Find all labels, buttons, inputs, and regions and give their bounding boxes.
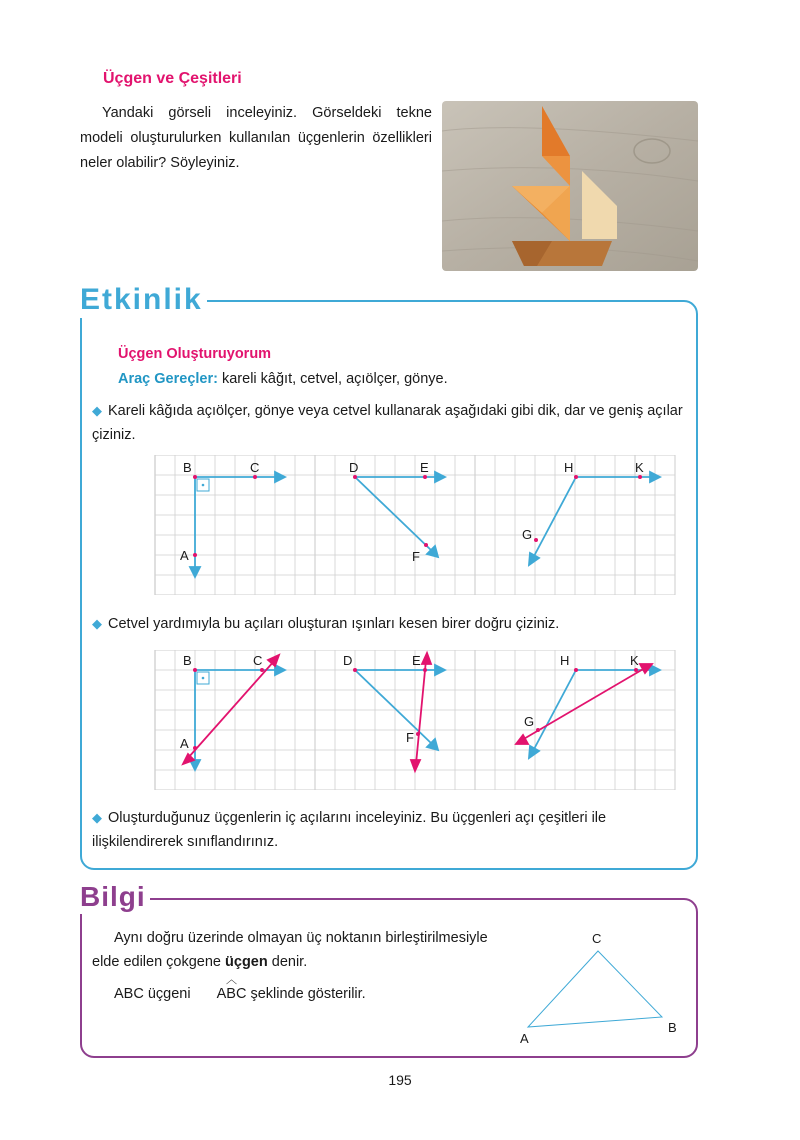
tools-line bbox=[118, 371, 448, 387]
diamond-bullet-icon: ◆ bbox=[92, 403, 102, 418]
notation-abc: ABC bbox=[216, 986, 247, 1002]
arrow-head bbox=[275, 472, 285, 482]
notation-text: ABC üçgeni bbox=[114, 986, 195, 1002]
point-label: E bbox=[420, 460, 429, 475]
bullet-3-text: Oluşturduğunuz üçgenlerin iç açılarını inceleyiniz. Bu üçgenleri açı çeşitleri ile ilişkilendirerek sınıflandırınız. bbox=[92, 810, 607, 850]
point-label: D bbox=[349, 460, 359, 475]
vertex-label: A bbox=[520, 1031, 529, 1046]
definition-end: denir. bbox=[267, 954, 308, 970]
section-title: Üçgen ve Çeşitleri bbox=[103, 70, 242, 87]
point-label: G bbox=[522, 527, 533, 542]
bullet-1-text: Kareli kâğıda açıölçer, gönye veya cetvel kullanarak aşağıdaki gibi dik, dar ve geniş açılar çiziniz. bbox=[92, 403, 683, 443]
point-label: C bbox=[250, 460, 260, 475]
bullet-2 bbox=[92, 612, 692, 636]
bullet-3 bbox=[92, 806, 692, 854]
vertex-label: C bbox=[592, 931, 602, 946]
tools-label: Araç Gereçler: bbox=[118, 371, 218, 387]
intersecting-line-2 bbox=[416, 660, 426, 764]
point-label: G bbox=[524, 714, 535, 729]
intro-paragraph: Yandaki görseli inceleyiniz. Görseldeki tekne modeli oluşturulurken kullanılan üçgenlerin özellikleri neler olabilir? Söyleyiniz. bbox=[80, 105, 432, 171]
page-number: 195 bbox=[388, 1072, 412, 1088]
arrow-head bbox=[435, 472, 445, 482]
point-label: B bbox=[183, 460, 192, 475]
point-label: E bbox=[412, 653, 421, 668]
ray-df bbox=[355, 477, 432, 551]
diamond-bullet-icon: ◆ bbox=[92, 810, 102, 825]
intersecting-line-3 bbox=[522, 668, 645, 740]
point-label: D bbox=[343, 653, 353, 668]
info-definition bbox=[92, 926, 512, 974]
info-notation bbox=[92, 974, 512, 1006]
diamond-bullet-icon: ◆ bbox=[92, 616, 102, 631]
intersecting-line-1 bbox=[188, 660, 275, 758]
activity-subtitle: Üçgen Oluşturuyorum bbox=[118, 346, 272, 362]
point-label: H bbox=[564, 460, 574, 475]
point-label: F bbox=[406, 730, 414, 745]
ray-hg bbox=[533, 477, 576, 558]
tangram-boat-image bbox=[442, 101, 698, 271]
point-label: A bbox=[180, 736, 189, 751]
triangle-abc-figure bbox=[510, 925, 690, 1050]
info-heading: Bilgi bbox=[80, 880, 150, 914]
point-label: F bbox=[412, 549, 420, 564]
notation-end: şeklinde gösterilir. bbox=[246, 986, 366, 1002]
point-label: K bbox=[635, 460, 644, 475]
definition-text: Aynı doğru üzerinde olmayan üç noktanın birleştirilmesiyle elde edilen çokgene bbox=[92, 930, 488, 970]
angle-grid-2 bbox=[150, 650, 680, 790]
vertex-label: B bbox=[668, 1020, 677, 1035]
angle-grid-1 bbox=[150, 455, 680, 595]
point-label: B bbox=[183, 653, 192, 668]
hat-icon: ︿ bbox=[226, 974, 238, 986]
term-bold: üçgen bbox=[225, 954, 268, 970]
bullet-2-text: Cetvel yardımıyla bu açıları oluşturan ışınları kesen birer doğru çiziniz. bbox=[108, 616, 560, 632]
info-text bbox=[92, 926, 512, 1006]
triangle-notation bbox=[195, 974, 247, 1006]
point-label: K bbox=[630, 653, 639, 668]
bullet-1 bbox=[92, 399, 692, 447]
point-label: C bbox=[253, 653, 263, 668]
tools-value: kareli kâğıt, cetvel, açıölçer, gönye. bbox=[217, 371, 448, 387]
point-label: H bbox=[560, 653, 570, 668]
activity-heading: Etkinlik bbox=[80, 282, 207, 318]
point-label: A bbox=[180, 548, 189, 563]
arrow-head bbox=[190, 567, 200, 577]
triangle bbox=[528, 951, 662, 1027]
arrow-head bbox=[650, 472, 660, 482]
